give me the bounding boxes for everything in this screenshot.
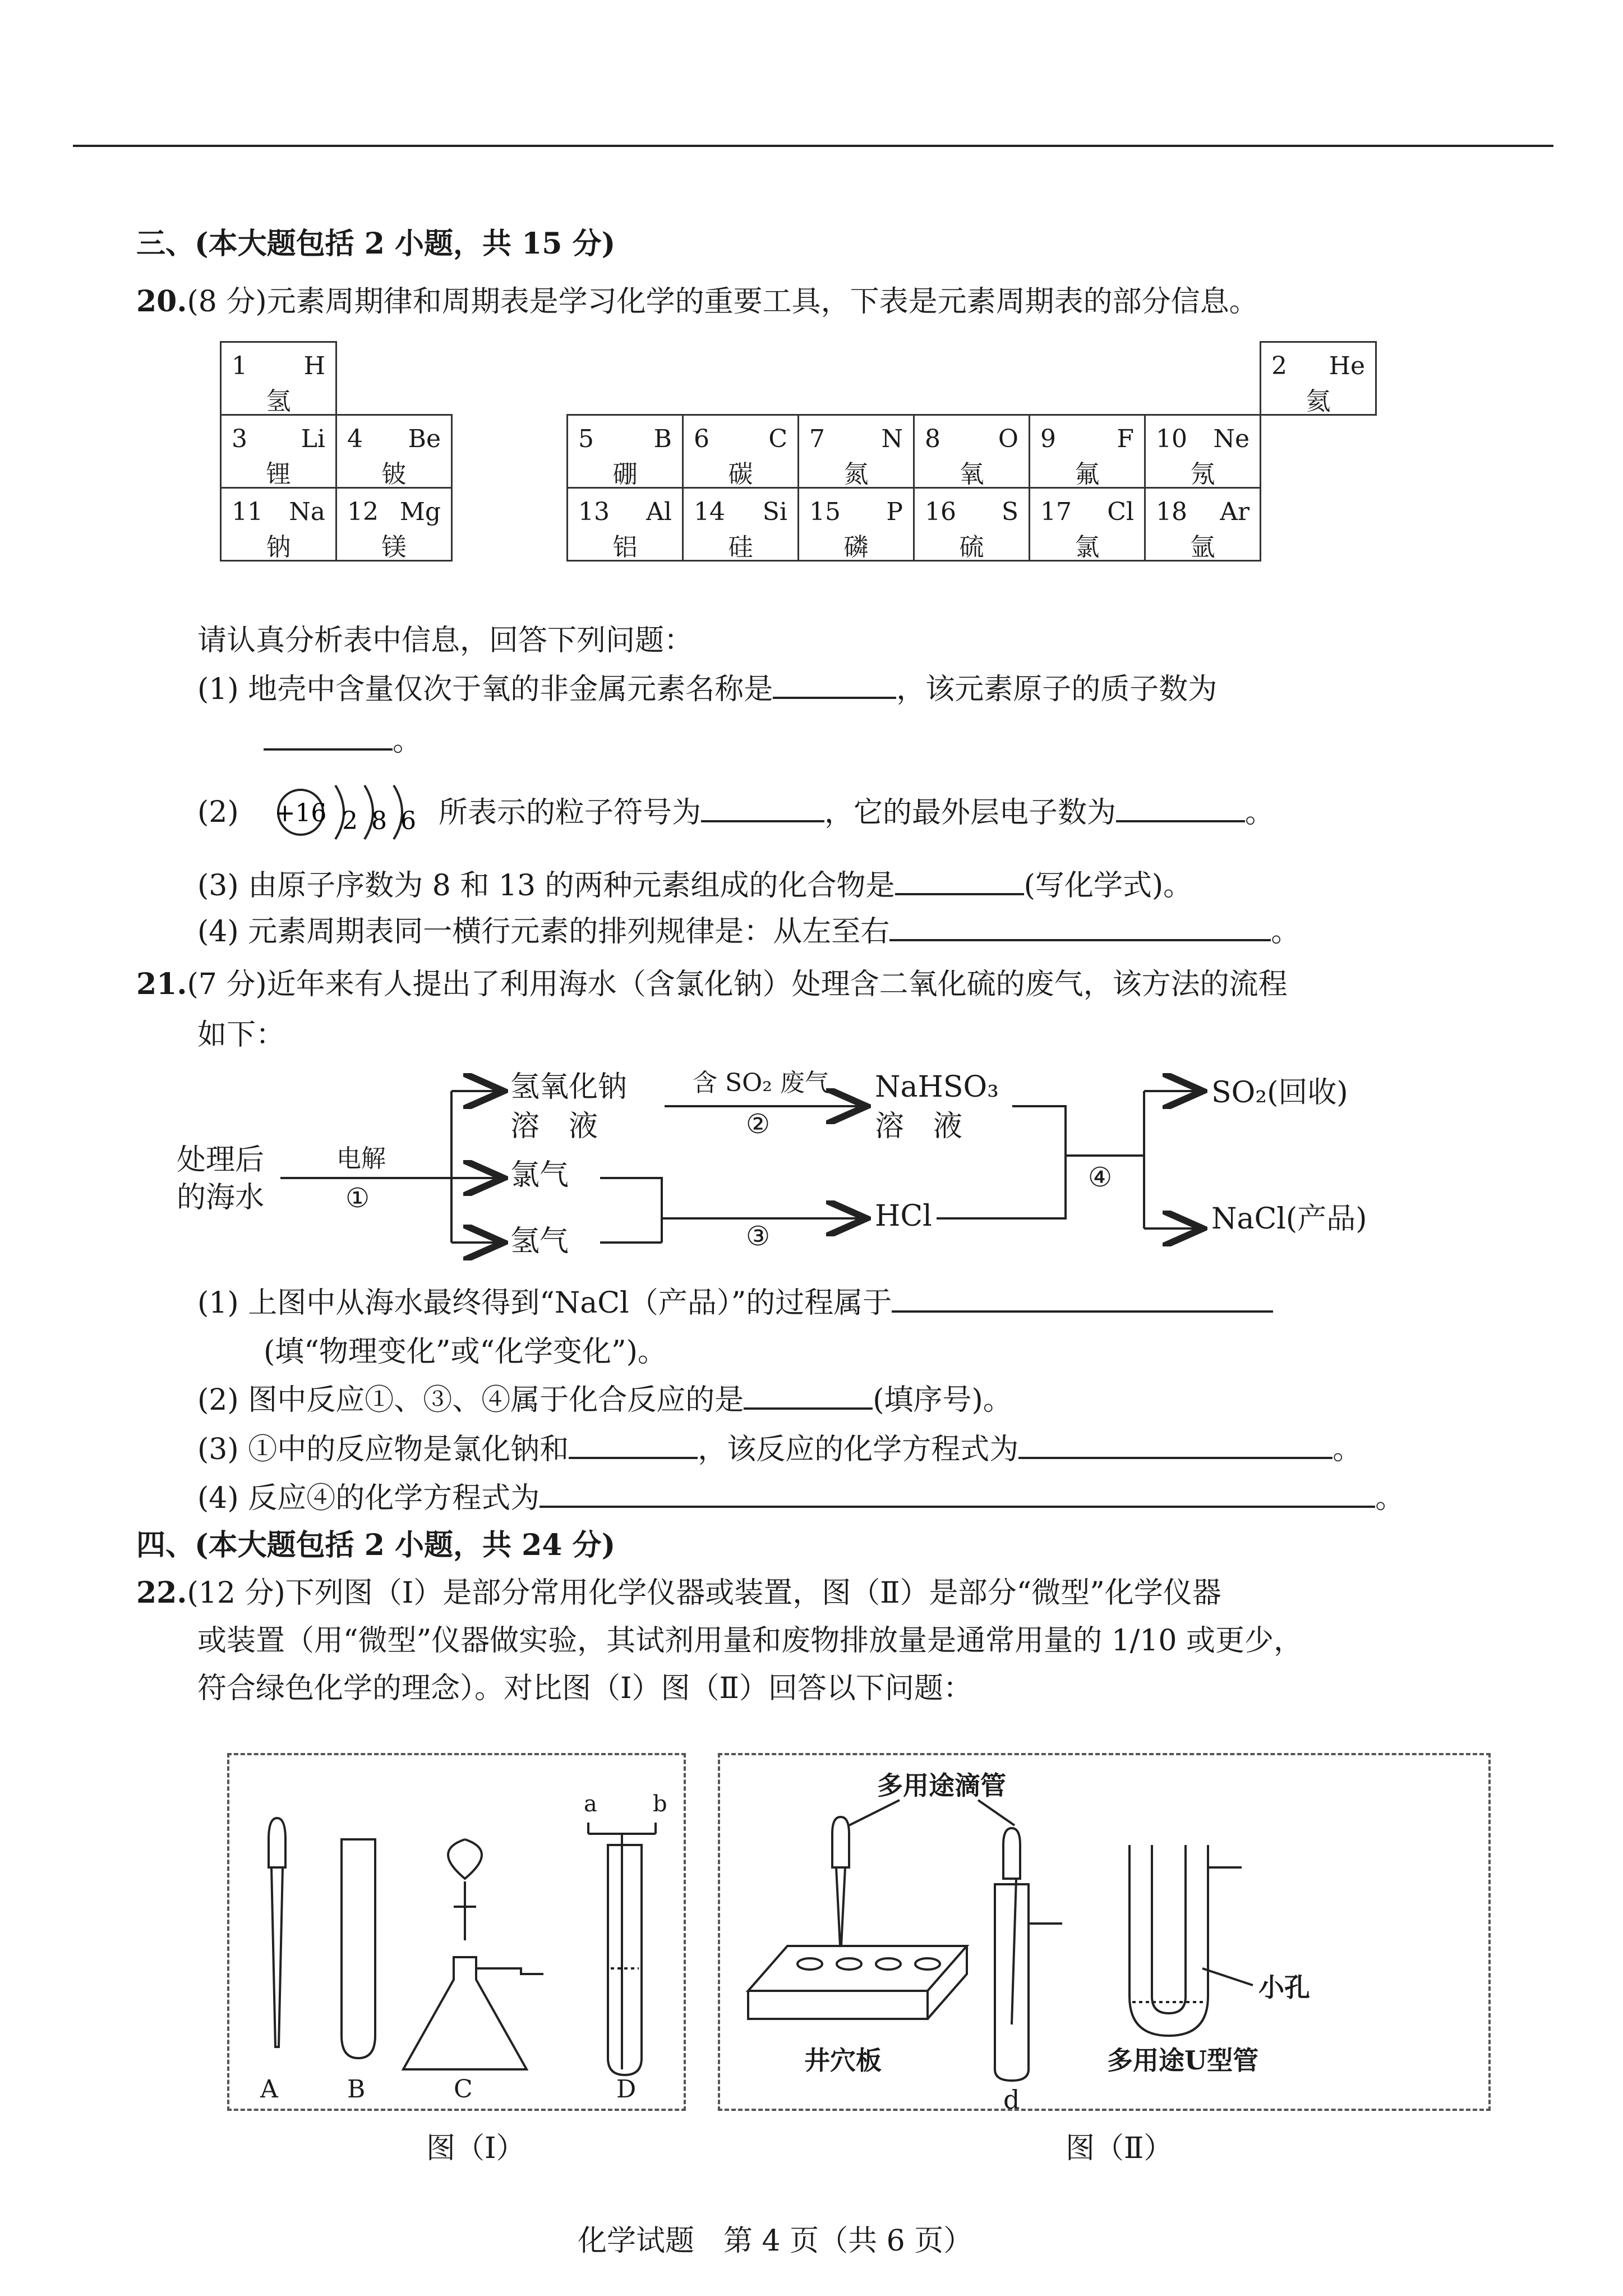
answer-blank[interactable] [540, 1481, 1375, 1508]
flow-nahso3: 溶 液 [875, 1110, 963, 1143]
side-tube [476, 1968, 543, 1974]
multi-dropper [832, 1817, 849, 1867]
flow-naoh: 氢氧化钠 [510, 1070, 628, 1104]
micro-apparatus-figure [720, 1755, 1488, 2109]
lab-apparatus-figure [229, 1755, 684, 2109]
q21-part4: (4) 反应④的化学方程式为 。 [197, 1481, 1405, 1515]
label-c: C [454, 2075, 473, 2104]
question-22-stem-cont: 符合绿色化学的理念）。对比图（Ⅰ）图（Ⅱ）回答以下问题： [197, 1672, 972, 1705]
flow-nahso3: NaHSO₃ [875, 1070, 999, 1104]
element-cell: 14 Si 硅 [683, 488, 799, 561]
section-4-title: 四、(本大题包括 2 小题，共 24 分) [136, 1528, 616, 1562]
shell-electrons: 8 [371, 807, 387, 835]
answer-blank[interactable] [1116, 795, 1245, 822]
label-b-lower: b [653, 1791, 667, 1817]
element-cell: 17 Cl 氯 [1030, 488, 1145, 561]
question-number: 20. [136, 284, 187, 319]
question-21-stem: 21.(7 分)近年来有人提出了利用海水（含氯化钠）处理含二氧化硫的废气，该方法的流程 [136, 967, 1288, 1001]
flow-hcl: HCl [875, 1199, 932, 1233]
flow-so2-out: SO₂(回收) [1211, 1076, 1348, 1110]
label-leader [1202, 1968, 1253, 1985]
q20-part2: 所表示的粒子符号为 ，它的最外层电子数为 。 [439, 796, 1275, 830]
label-d: D [616, 2075, 637, 2104]
well [876, 1958, 901, 1970]
q20-part1-cont: 。 [264, 724, 422, 758]
label-well-plate: 井穴板 [804, 2045, 882, 2076]
atom-structure-diagram [268, 773, 436, 852]
element-cell: 12 Mg 镁 [336, 488, 452, 561]
answer-blank[interactable] [569, 1432, 698, 1459]
question-22-stem-cont: 或装置（用“微型”仪器做实验，其试剂用量和废物排放量是通常用量的 1/10 或更少， [197, 1624, 1303, 1658]
label-a: A [260, 2075, 278, 2104]
u-tube [1129, 1845, 1208, 2036]
dropper-tip [836, 1867, 845, 1946]
element-cell: 18 Ar 氩 [1145, 488, 1261, 561]
conical-flask [403, 1957, 527, 2069]
answer-blank[interactable] [744, 1383, 873, 1410]
gas-washing-bottle [608, 1845, 642, 2075]
label-d: d [1003, 2085, 1020, 2109]
inner-tube [588, 1834, 656, 2069]
question-text: 元素周期律和周期表是学习化学的重要工具，下表是元素周期表的部分信息。 [266, 285, 1258, 319]
label-dropper: 多用途滴管 [877, 1770, 1006, 1801]
answer-blank[interactable] [1018, 1432, 1332, 1459]
flow-electrolysis: 电解 [336, 1144, 386, 1173]
element-cell: 13 Al 铝 [568, 488, 683, 561]
dropper-tip [1007, 1879, 1016, 2024]
q21-part1-cont: (填“物理变化”或“化学变化”)。 [264, 1335, 667, 1369]
flow-source: 的海水 [177, 1181, 265, 1214]
periodic-table [220, 341, 1377, 562]
label-leader [849, 1800, 1015, 1825]
q21-part3: (3) ①中的反应物是氯化钠和 ，该反应的化学方程式为 。 [197, 1433, 1362, 1466]
inlet-tubes [588, 1823, 656, 1834]
element-cell: 5 B 硼 [568, 415, 683, 488]
q20-part4: (4) 元素周期表同一横行元素的排列规律是：从左至右 。 [197, 915, 1301, 949]
page-footer: 化学试题 第 4 页（共 6 页） [578, 2224, 973, 2258]
answer-blank[interactable] [889, 914, 1271, 941]
q21-part1: (1) 上图中从海水最终得到“NaCl（产品）”的过程属于 [197, 1286, 1273, 1320]
nucleus-charge: +16 [274, 799, 327, 827]
flow-h2: 氢气 [510, 1225, 569, 1258]
element-cell: 7 N 氮 [799, 415, 914, 488]
answer-blank[interactable] [264, 724, 393, 751]
element-cell: 10 Ne 氖 [1145, 415, 1261, 488]
flow-cl2: 氯气 [510, 1158, 569, 1192]
answer-blank[interactable] [701, 795, 824, 822]
dropper-tube [271, 1867, 283, 2047]
question-score: (8 分) [187, 285, 267, 319]
q21-part2: (2) 图中反应①、③、④属于化合反应的是 (填序号)。 [197, 1383, 1012, 1417]
q20-part3: (3) 由原子序数为 8 和 13 的两种元素组成的化合物是 (写化学式)。 [197, 869, 1193, 903]
test-tube [342, 1839, 375, 2058]
figure-1-frame [227, 1753, 686, 2111]
label-a-lower: a [584, 1791, 597, 1817]
element-cell: 9 F 氟 [1030, 415, 1145, 488]
element-cell: 11 Na 钠 [221, 488, 336, 561]
flow-naoh: 溶 液 [510, 1110, 598, 1143]
well [915, 1958, 940, 1970]
element-cell: 1 H 氢 [221, 342, 336, 415]
figure-2-caption: 图（Ⅱ） [1066, 2132, 1173, 2165]
flow-step-3: ③ [746, 1221, 771, 1252]
figure-2-frame [718, 1753, 1491, 2111]
separatory-funnel [448, 1839, 482, 1879]
shell-electrons: 2 [342, 807, 358, 835]
flow-line [600, 1178, 662, 1243]
micro-test-tube [995, 1884, 1029, 2081]
element-cell: 15 P 磷 [799, 488, 914, 561]
question-20-stem [136, 285, 1258, 319]
flow-so2-gas: 含 SO₂ 废气 [693, 1069, 829, 1097]
element-cell: 6 C 碳 [683, 415, 799, 488]
label-b: B [347, 2075, 366, 2104]
flow-step-2: ② [746, 1108, 771, 1140]
question-22-stem: 22.(12 分)下列图（Ⅰ）是部分常用化学仪器或装置，图（Ⅱ）是部分“微型”化学仪器 [136, 1576, 1221, 1610]
flow-nacl-out: NaCl(产品) [1211, 1202, 1367, 1236]
q20-part1: (1) 地壳中含量仅次于氧的非金属元素名称是 ，该元素原子的质子数为 [197, 673, 1218, 706]
element-cell: 3 Li 锂 [221, 415, 336, 488]
u-tube-inner [1152, 1845, 1186, 2013]
element-cell: 8 O 氧 [914, 415, 1030, 488]
answer-blank[interactable] [895, 868, 1024, 895]
flow-step-1: ① [345, 1182, 370, 1214]
element-cell: 16 S 硫 [914, 488, 1030, 561]
element-cell: 2 He 氦 [1261, 342, 1376, 415]
element-cell: 4 Be 铍 [336, 415, 452, 488]
label-hole: 小孔 [1258, 1972, 1310, 2003]
well [837, 1958, 861, 1970]
q20-part2-label: (2) [197, 795, 239, 829]
figure-1-caption: 图（Ⅰ） [426, 2132, 525, 2165]
flow-step-4: ④ [1088, 1162, 1113, 1193]
q20-prompt: 请认真分析表中信息，回答下列问题： [197, 624, 694, 657]
well [797, 1958, 822, 1970]
header-rule [73, 145, 1553, 147]
answer-blank[interactable] [892, 1286, 1273, 1313]
flow-source: 处理后 [177, 1143, 265, 1177]
multi-dropper [1003, 1828, 1020, 1879]
section-3-title: 三、(本大题包括 2 小题，共 15 分) [136, 227, 616, 261]
dropper-bulb [269, 1818, 285, 1867]
question-21-stem-cont: 如下： [197, 1018, 285, 1052]
label-u-tube: 多用途U型管 [1107, 2045, 1259, 2076]
shell-electrons: 6 [400, 807, 416, 835]
process-flow-diagram [168, 1060, 1458, 1273]
answer-blank[interactable] [773, 672, 896, 699]
